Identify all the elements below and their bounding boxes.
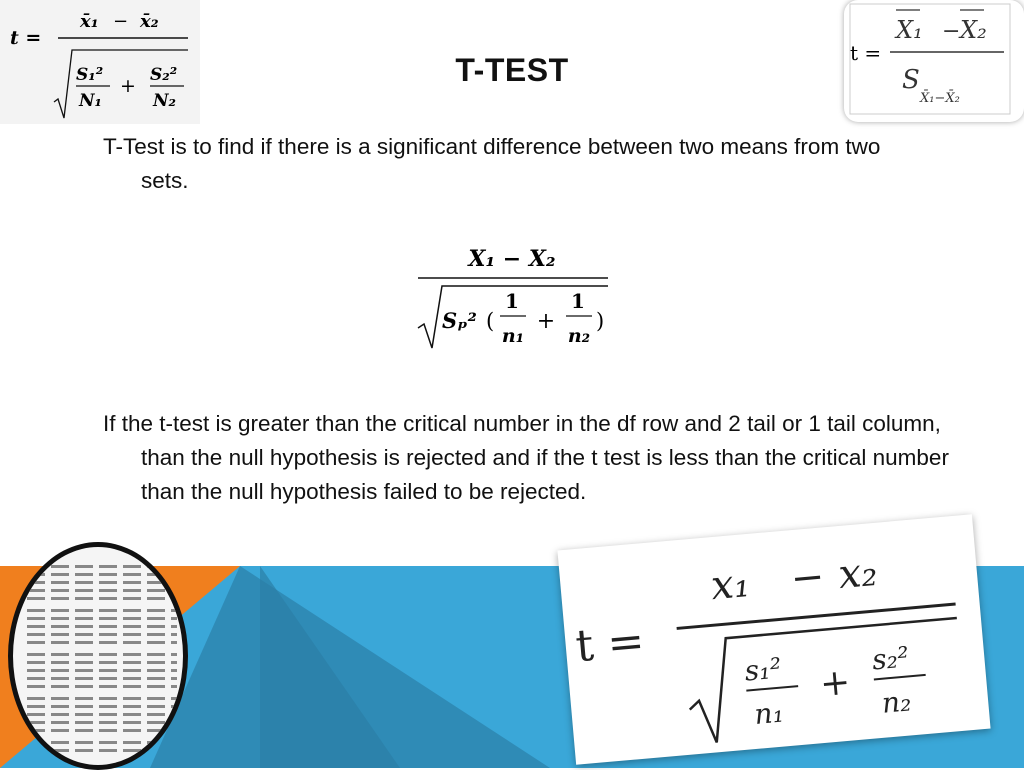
plus-sign: + — [536, 309, 556, 334]
slide-title: T-TEST — [455, 52, 569, 88]
n2-term: n₂ — [880, 684, 913, 720]
standard-error-subscript: X̄₁−X̄₂ — [920, 91, 960, 106]
x1-bar: x̄₁ — [80, 11, 99, 32]
pooled-t-formula-svg — [412, 240, 612, 355]
s1-squared: s₁² — [743, 651, 783, 688]
top-left-formula-svg — [0, 0, 200, 124]
top-right-formula-svg — [844, 0, 1024, 122]
x1-mean: X₁ — [896, 16, 923, 44]
left-paren: ( — [486, 309, 495, 333]
t-equals: t = — [573, 615, 647, 673]
plus-sign: + — [120, 75, 136, 97]
pooled-variance: Sₚ² — [442, 308, 477, 333]
definition-paragraph: T-Test is to find if there is a significant difference between two means from two sets. — [103, 134, 881, 193]
dark-blue-triangle-2 — [260, 566, 400, 768]
t-equals: t = — [10, 27, 42, 49]
n1-denominator: n₁ — [501, 325, 525, 347]
s1-squared: S₁² — [76, 65, 104, 85]
n2-capital: N₂ — [153, 91, 176, 111]
x2-mean: X₂ — [960, 16, 987, 44]
minus-sign: − — [113, 11, 129, 32]
one-over-n2-numerator: 1 — [571, 289, 585, 313]
x2-bar: x̄₂ — [140, 11, 159, 32]
top-left-formula-image — [0, 0, 200, 124]
x2-term: x₂ — [836, 548, 880, 599]
s2-squared: s₂² — [870, 640, 911, 677]
standard-error-s: S — [902, 65, 920, 95]
formula-numerator: X₁ − X₂ — [468, 246, 556, 272]
plus-sign: + — [818, 661, 852, 706]
x1-term: x₁ — [709, 560, 752, 610]
pooled-t-formula — [412, 240, 612, 355]
n1-capital: N₁ — [79, 91, 102, 111]
bottom-right-formula-image — [557, 514, 990, 764]
n2-denominator: n₂ — [567, 325, 591, 347]
minus-sign: − — [788, 553, 827, 603]
minus-sign: − — [942, 19, 961, 44]
n1-term: n₁ — [753, 695, 786, 731]
right-paren: ) — [596, 309, 605, 333]
one-over-n1-numerator: 1 — [505, 289, 519, 313]
t-equals: t = — [850, 41, 882, 65]
magnified-t-table-image — [8, 542, 188, 770]
hypothesis-paragraph: If the t-test is greater than the critical number in the df row and 2 tail or 1 tail column, than the null hypothesis is rejected and if the t test is less than the critical number than the null hypothesis failed to be rejected. — [103, 411, 949, 504]
s2-squared: S₂² — [150, 65, 178, 85]
top-right-formula-image — [844, 0, 1024, 122]
bottom-right-formula-svg — [557, 514, 990, 764]
